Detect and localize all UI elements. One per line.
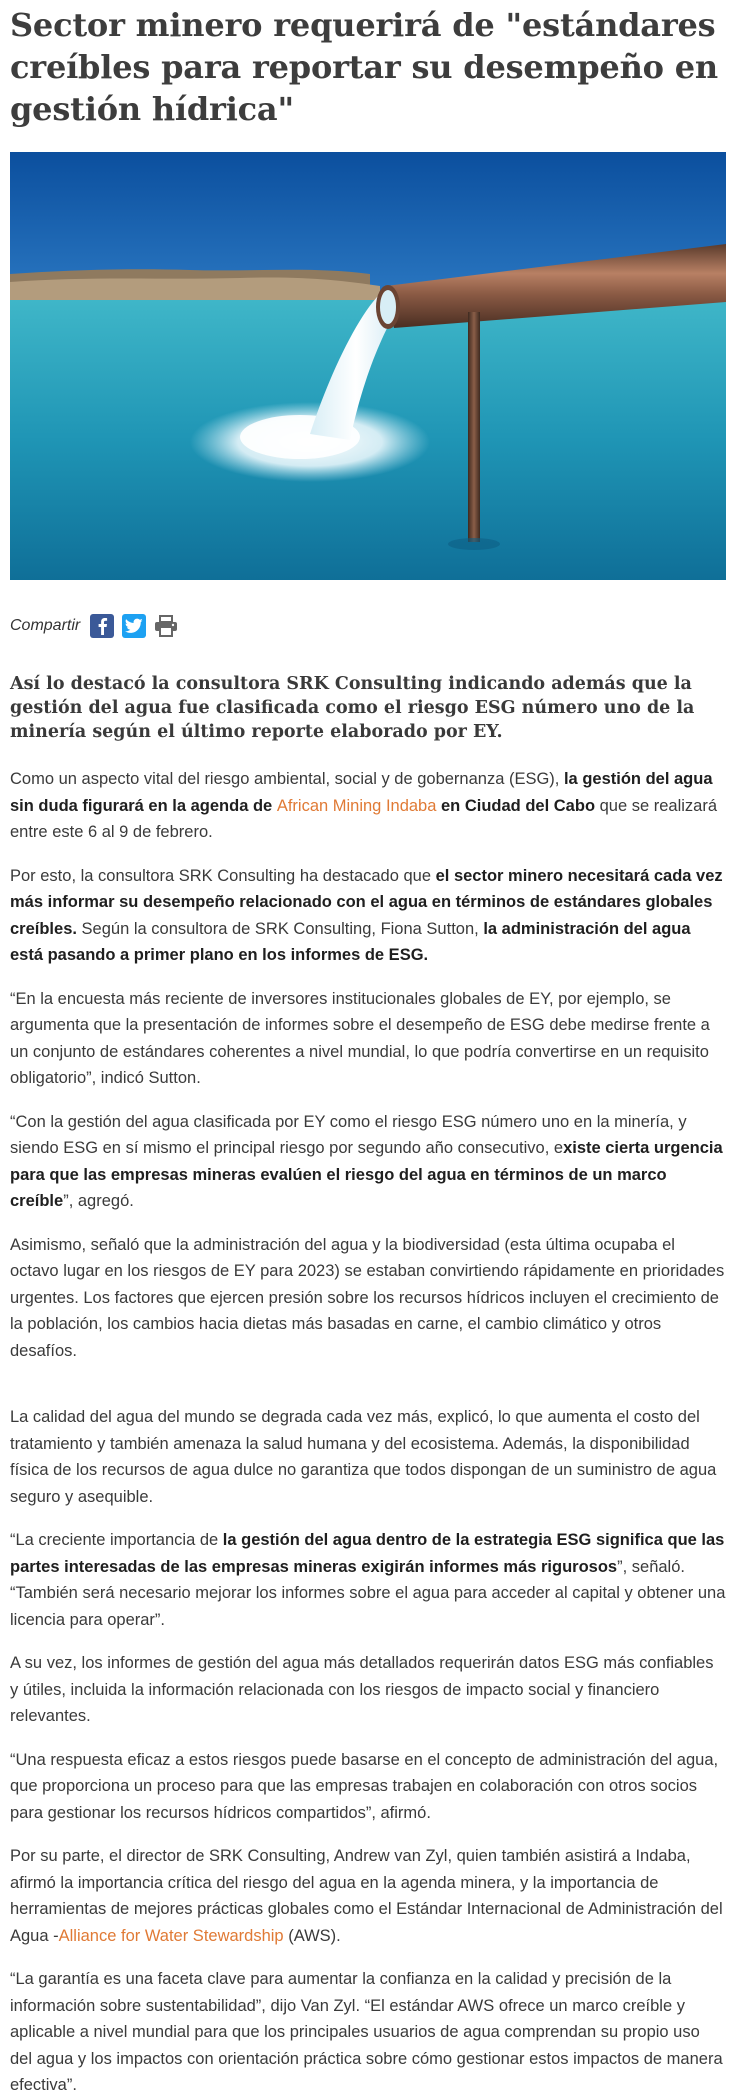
paragraph [10,1109,726,1215]
print-icon[interactable] [154,614,178,638]
text-span: “La creciente importancia de [10,1531,223,1549]
bold-span: en Ciudad del Cabo [436,796,596,815]
water-pipe-illustration [10,152,726,580]
paragraph [10,1527,726,1633]
article-lead: Así lo destacó la consultora SRK Consulting indicando además que la gestión del agua fue clasificada como el riesgo ESG número uno de la minería según el último reporte elaborado por EY. [10,674,695,742]
text-span: Según la consultora de SRK Consulting, Fiona Sutton, [76,919,484,938]
text-span: Por su parte, el director de SRK Consulting, Andrew van Zyl, quien también asistirá a Indaba, afirmó la importancia crítica del riesgo del agua en la agenda minera, y la importancia de herramientas de mejores prácticas globales como el Estándar Internacional de Administración del Agua - [10,1847,723,1945]
text-span: “Con la gestión del agua clasificada por EY como el riesgo ESG número uno en la minería, y siendo ESG en sí mismo el principal riesgo por segundo año consecutivo, e [10,1112,687,1157]
bold-span: el sector minero necesitará cada vez más informar su desempeño relacionado con el agua en términos de estándares globales creíbles. [10,866,723,938]
bold-span: la gestión del agua sin duda figurará en la agenda de [10,770,713,815]
facebook-icon[interactable] [90,614,114,638]
hero-image [10,152,726,580]
paragraph: Asimismo, señaló que la administración del agua y la biodiversidad (esta última ocupaba el octavo lugar en los riesgos de EY para 2023) se estaban convirtiendo rápidamente en prioridades urgentes. Los factores que ejercen presión sobre los recursos hídricos incluyen el crecimiento de la población, los cambios hacia dietas más basadas en carne, el cambio climático y otros desafíos. [10,1235,725,1360]
paragraph [10,766,726,846]
paragraph: La calidad del agua del mundo se degrada cada vez más, explicó, lo que aumenta el costo del tratamiento y también amenaza la salud humana y del ecosistema. Además, la disponibilidad física de los recursos de agua dulce no garantiza que todos dispongan de un suministro de agua seguro y asequible. [10,1408,717,1506]
bold-span: la administración del agua está pasando a primer plano en los informes de ESG. [10,919,691,964]
share-label: Compartir [10,617,81,634]
article-title: Sector minero requerirá de "estándares creíbles para reportar su desempeño en gestión hídrica" [10,6,718,128]
paragraph: “La garantía es una faceta clave para aumentar la confianza en la calidad y precisión de la información sobre sustentabilidad”, dijo Van Zyl. “El estándar AWS ofrece un marco creíble y aplicable a nivel mundial para que los principales usuarios de agua comprendan su propio uso del agua y los impactos con orientación práctica sobre cómo gestionar estos impactos de manera efectiva”. [10,1970,723,2094]
paragraph [10,863,726,969]
paragraph: “Una respuesta eficaz a estos riesgos puede basarse en el concepto de administración del agua, que proporciona un proceso para que las empresas trabajen en colaboración con otros socios para gestionar los recursos hídricos compartidos”, afirmó. [10,1750,719,1822]
alliance-water-stewardship-link[interactable]: Alliance for Water Stewardship [58,1926,284,1945]
twitter-icon[interactable] [122,614,146,638]
text-span: que se realizará entre este 6 al 9 de febrero. [10,796,718,841]
article-body [10,766,726,2099]
text-span: Como un aspecto vital del riesgo ambiental, social y de gobernanza (ESG), [10,770,564,788]
african-mining-indaba-link[interactable]: African Mining Indaba [276,796,437,815]
text-span: (AWS). [283,1926,341,1945]
text-span: ”, señaló. “También será necesario mejorar los informes sobre el agua para acceder al capital y obtener una licencia para operar”. [10,1557,726,1629]
paragraph: A su vez, los informes de gestión del agua más detallados requerirán datos ESG más confiables y útiles, incluida la información relacionada con los riesgos de impacto social y financiero relevantes. [10,1654,714,1725]
bold-span: xiste cierta urgencia para que las empresas mineras evalúen el riesgo del agua en términos de un marco creíble [10,1139,723,1210]
share-bar [10,612,726,640]
paragraph: “En la encuesta más reciente de inversores institucionales globales de EY, por ejemplo, se argumenta que la presentación de informes sobre el desempeño de ESG debe medirse frente a un conjunto de estándares coherentes a nivel mundial, lo que podría convertirse en un requisito obligatorio”, indicó Sutton. [10,989,710,1087]
text-span: ”, agregó. [63,1192,134,1210]
article [10,0,726,2099]
text-span: Por esto, la consultora SRK Consulting ha destacado que [10,866,436,885]
bold-span: la gestión del agua dentro de la estrategia ESG significa que las partes interesadas de las empresas mineras exigirán informes más rigurosos [10,1531,725,1576]
paragraph [10,1843,726,1949]
